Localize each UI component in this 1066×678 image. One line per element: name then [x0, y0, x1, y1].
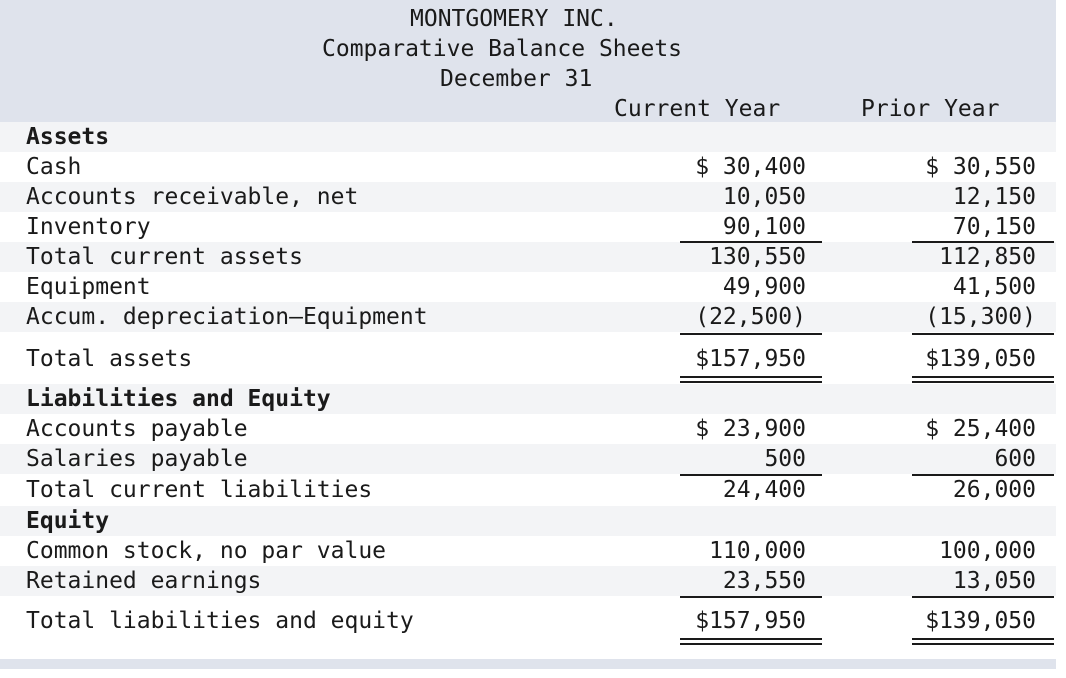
- value-prior: (15,300): [925, 304, 1036, 330]
- underline-retained-current: [680, 596, 822, 598]
- section-heading-liabilities-and-equity: [0, 384, 1056, 414]
- section-heading-equity: [0, 506, 1056, 536]
- row-label: Total current assets: [26, 244, 303, 270]
- value-current: (22,500): [695, 304, 806, 330]
- value-current: 110,000: [709, 538, 806, 564]
- row-label: Common stock, no par value: [26, 538, 387, 564]
- row-label: Accum. depreciation—Equipment: [26, 304, 428, 330]
- value-prior: $ 25,400: [925, 416, 1036, 442]
- double-underline-total-le-prior-b: [912, 643, 1054, 645]
- double-underline-total-le-current-b: [680, 643, 822, 645]
- company-name: MONTGOMERY INC.: [410, 6, 618, 32]
- value-current: $ 30,400: [695, 154, 806, 180]
- table-row-total-liabilities-and-equity: [0, 606, 1056, 636]
- value-current: 130,550: [709, 244, 806, 270]
- header-band: [0, 0, 1056, 122]
- table-row-salaries-payable: [0, 444, 1056, 474]
- value-prior: 100,000: [939, 538, 1036, 564]
- value-current: 23,550: [722, 568, 806, 594]
- table-row-cash: [0, 152, 1056, 182]
- underline-inventory-current: [680, 241, 822, 243]
- table-row-common-stock: [0, 536, 1056, 566]
- row-label: Total assets: [26, 346, 193, 372]
- value-current: 10,050: [722, 184, 806, 210]
- statement-title: Comparative Balance Sheets: [322, 36, 683, 62]
- table-row-retained-earnings: [0, 566, 1056, 596]
- table-row-total-assets: [0, 344, 1056, 374]
- table-row-inventory: [0, 212, 1056, 242]
- underline-salaries-current: [680, 474, 822, 476]
- value-current: $157,950: [695, 346, 806, 372]
- value-current: 500: [764, 446, 806, 472]
- value-prior: 26,000: [952, 477, 1036, 503]
- double-underline-total-le-prior-a: [912, 638, 1054, 640]
- value-prior: $139,050: [925, 346, 1036, 372]
- double-underline-total-assets-prior-b: [912, 381, 1054, 383]
- value-current: 90,100: [722, 214, 806, 240]
- row-label: Total liabilities and equity: [26, 608, 414, 634]
- footer-band: [0, 659, 1056, 669]
- statement-date: December 31: [440, 66, 593, 92]
- underline-inventory-prior: [912, 241, 1054, 243]
- row-label: Retained earnings: [26, 568, 262, 594]
- value-current: $157,950: [695, 608, 806, 634]
- row-label: Accounts receivable, net: [26, 184, 359, 210]
- table-row-total-current-liabilities: [0, 475, 1056, 505]
- row-label: Total current liabilities: [26, 477, 373, 503]
- value-prior: 112,850: [939, 244, 1036, 270]
- column-header-prior-year: Prior Year: [861, 96, 1000, 122]
- row-label: Equipment: [26, 274, 151, 300]
- section-heading-assets: [0, 122, 1056, 152]
- table-row-accounts-receivable: [0, 182, 1056, 212]
- double-underline-total-assets-current-b: [680, 381, 822, 383]
- underline-retained-prior: [912, 596, 1054, 598]
- row-label: Salaries payable: [26, 446, 248, 472]
- value-prior: 41,500: [952, 274, 1036, 300]
- value-prior: 600: [994, 446, 1036, 472]
- row-label: Inventory: [26, 214, 151, 240]
- value-prior: $ 30,550: [925, 154, 1036, 180]
- underline-salaries-prior: [912, 474, 1054, 476]
- table-row-total-current-assets: [0, 242, 1056, 272]
- value-current: 24,400: [722, 477, 806, 503]
- underline-accum-dep-prior: [912, 333, 1054, 335]
- row-label: Accounts payable: [26, 416, 248, 442]
- value-current: 49,900: [722, 274, 806, 300]
- table-row-accum-depreciation: [0, 302, 1056, 332]
- value-prior: 12,150: [952, 184, 1036, 210]
- double-underline-total-assets-prior-a: [912, 376, 1054, 378]
- underline-accum-dep-current: [680, 333, 822, 335]
- value-prior: 70,150: [952, 214, 1036, 240]
- double-underline-total-le-current-a: [680, 638, 822, 640]
- value-current: $ 23,900: [695, 416, 806, 442]
- row-label: Liabilities and Equity: [26, 386, 331, 412]
- row-label: Assets: [26, 124, 110, 150]
- row-label: Cash: [26, 154, 82, 180]
- double-underline-total-assets-current-a: [680, 376, 822, 378]
- table-row-accounts-payable: [0, 414, 1056, 444]
- column-header-current-year: Current Year: [614, 96, 781, 122]
- row-label: Equity: [26, 508, 110, 534]
- value-prior: 13,050: [952, 568, 1036, 594]
- value-prior: $139,050: [925, 608, 1036, 634]
- table-row-equipment: [0, 272, 1056, 302]
